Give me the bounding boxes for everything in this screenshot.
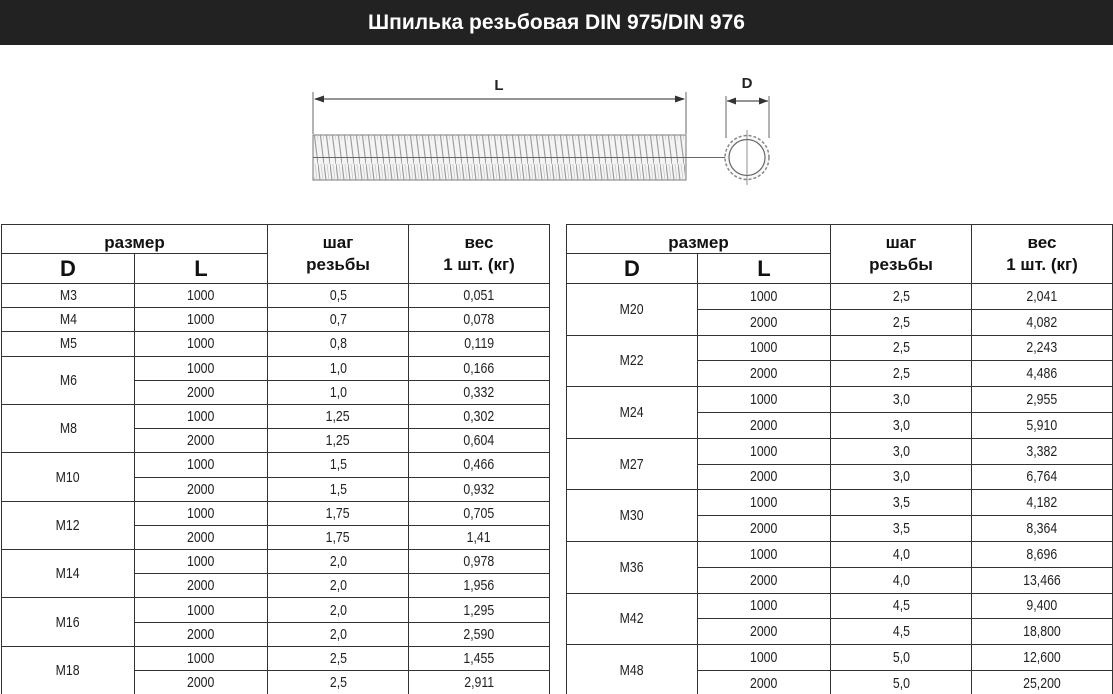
weight-cell bbox=[409, 477, 550, 501]
length-cell bbox=[698, 412, 831, 438]
diameter-cell bbox=[2, 404, 135, 452]
pitch-cell bbox=[831, 516, 972, 542]
weight-cell bbox=[409, 380, 550, 404]
weight-cell bbox=[972, 516, 1113, 542]
diameter-value: M24 bbox=[620, 403, 644, 421]
pitch-cell bbox=[831, 645, 972, 671]
table-row bbox=[2, 550, 550, 574]
pitch-value: 2,5 bbox=[329, 649, 347, 667]
weight-value: 2,243 bbox=[1026, 339, 1058, 357]
weight-value: 0,119 bbox=[464, 335, 494, 353]
diameter-value: M36 bbox=[620, 558, 644, 576]
length-value: 2000 bbox=[187, 528, 215, 546]
length-value: 2000 bbox=[750, 468, 778, 486]
pitch-header-line1: шаг bbox=[322, 233, 354, 252]
rod-body bbox=[313, 135, 730, 180]
weight-value: 25,200 bbox=[1023, 674, 1061, 692]
pitch-cell bbox=[831, 361, 972, 387]
diameter-cell bbox=[567, 335, 698, 387]
pitch-cell bbox=[831, 309, 972, 335]
weight-value: 0,705 bbox=[463, 504, 495, 522]
weight-cell bbox=[409, 356, 550, 380]
length-value: 2000 bbox=[187, 674, 215, 692]
pitch-header bbox=[268, 225, 409, 284]
diameter-cell bbox=[567, 593, 698, 645]
table-row bbox=[2, 404, 550, 428]
pitch-cell bbox=[831, 438, 972, 464]
weight-value: 4,486 bbox=[1026, 365, 1058, 383]
length-cell bbox=[698, 361, 831, 387]
table-row bbox=[567, 490, 1113, 516]
pitch-value: 1,25 bbox=[326, 432, 350, 450]
table-row bbox=[567, 541, 1113, 567]
length-value: 2000 bbox=[750, 571, 778, 589]
length-value: 1000 bbox=[750, 494, 778, 512]
weight-value: 2,590 bbox=[463, 625, 495, 643]
pitch-cell bbox=[831, 335, 972, 361]
length-cell bbox=[135, 404, 268, 428]
diameter-cell bbox=[2, 284, 135, 308]
diameter-value: M27 bbox=[620, 455, 644, 473]
pitch-cell bbox=[268, 525, 409, 549]
weight-cell bbox=[409, 622, 550, 646]
length-value: 2000 bbox=[750, 623, 778, 641]
table-row bbox=[2, 453, 550, 477]
weight-cell bbox=[972, 335, 1113, 361]
weight-value: 0,078 bbox=[463, 311, 495, 329]
weight-cell bbox=[972, 619, 1113, 645]
length-label: L bbox=[494, 77, 504, 94]
length-cell bbox=[698, 593, 831, 619]
length-value: 1000 bbox=[187, 504, 215, 522]
length-value: 1000 bbox=[750, 597, 778, 615]
weight-cell bbox=[972, 361, 1113, 387]
length-value: 1000 bbox=[187, 408, 215, 426]
weight-value: 0,051 bbox=[463, 287, 495, 305]
pitch-cell bbox=[268, 429, 409, 453]
length-value: 2000 bbox=[750, 313, 778, 331]
rod-end-view bbox=[725, 130, 769, 185]
diameter-cell bbox=[2, 453, 135, 501]
weight-cell bbox=[972, 670, 1113, 694]
pitch-value: 2,0 bbox=[329, 625, 347, 643]
pitch-value: 1,0 bbox=[329, 383, 347, 401]
size-header: размер bbox=[567, 225, 831, 254]
pitch-cell bbox=[831, 387, 972, 413]
weight-value: 4,082 bbox=[1026, 313, 1058, 331]
weight-value: 1,956 bbox=[463, 577, 495, 595]
pitch-value: 1,75 bbox=[326, 504, 350, 522]
length-value: 1000 bbox=[187, 456, 215, 474]
weight-value: 12,600 bbox=[1023, 649, 1061, 667]
diameter-cell bbox=[2, 598, 135, 646]
weight-value: 18,800 bbox=[1023, 623, 1061, 641]
length-cell bbox=[698, 309, 831, 335]
weight-cell bbox=[409, 404, 550, 428]
pitch-value: 0,7 bbox=[329, 311, 347, 329]
length-cell bbox=[135, 646, 268, 670]
pitch-value: 2,5 bbox=[329, 674, 347, 692]
weight-value: 9,400 bbox=[1026, 597, 1058, 615]
length-cell bbox=[698, 541, 831, 567]
diameter-value: M10 bbox=[56, 468, 80, 486]
weight-header bbox=[972, 225, 1113, 284]
diameter-value: M12 bbox=[56, 516, 80, 534]
length-value: 2000 bbox=[750, 674, 778, 692]
weight-value: 8,364 bbox=[1026, 520, 1058, 538]
diameter-value: M14 bbox=[56, 565, 80, 583]
table-row bbox=[567, 387, 1113, 413]
weight-cell bbox=[409, 574, 550, 598]
diameter-cell bbox=[2, 550, 135, 598]
length-value: 2000 bbox=[187, 577, 215, 595]
weight-header-line2: 1 шт. (кг) bbox=[443, 255, 515, 274]
diameter-cell bbox=[2, 332, 135, 356]
weight-cell bbox=[972, 645, 1113, 671]
pitch-value: 1,0 bbox=[329, 359, 347, 377]
length-value: 1000 bbox=[187, 649, 215, 667]
table-row bbox=[567, 645, 1113, 671]
weight-cell bbox=[972, 309, 1113, 335]
diameter-cell bbox=[2, 308, 135, 332]
pitch-value: 3,5 bbox=[892, 520, 910, 538]
weight-value: 6,764 bbox=[1026, 468, 1058, 486]
diameter-value: M48 bbox=[620, 661, 644, 679]
length-value: 1000 bbox=[187, 287, 215, 305]
length-cell bbox=[135, 525, 268, 549]
length-cell bbox=[698, 619, 831, 645]
weight-value: 0,332 bbox=[463, 383, 495, 401]
pitch-cell bbox=[268, 380, 409, 404]
pitch-cell bbox=[831, 490, 972, 516]
pitch-header bbox=[831, 225, 972, 284]
weight-cell bbox=[972, 387, 1113, 413]
diameter-value: M16 bbox=[56, 613, 80, 631]
diameter-value: M42 bbox=[620, 610, 644, 628]
weight-value: 0,604 bbox=[463, 432, 495, 450]
pitch-header-line2: резьбы bbox=[306, 255, 370, 274]
length-cell bbox=[135, 453, 268, 477]
pitch-header-line1: шаг bbox=[885, 233, 917, 252]
length-value: 2000 bbox=[187, 383, 215, 401]
length-cell bbox=[698, 284, 831, 310]
spec-table-right-body bbox=[567, 225, 1113, 694]
length-cell bbox=[698, 335, 831, 361]
length-cell bbox=[135, 356, 268, 380]
length-value: 1000 bbox=[187, 335, 215, 353]
weight-header-line2: 1 шт. (кг) bbox=[1006, 255, 1078, 274]
pitch-value: 3,0 bbox=[892, 468, 910, 486]
diameter-value: M5 bbox=[59, 335, 77, 353]
weight-cell bbox=[972, 412, 1113, 438]
length-value: 1000 bbox=[750, 287, 778, 305]
weight-cell bbox=[972, 284, 1113, 310]
pitch-value: 3,0 bbox=[892, 416, 910, 434]
pitch-value: 1,5 bbox=[329, 456, 347, 474]
pitch-cell bbox=[268, 550, 409, 574]
table-row bbox=[567, 593, 1113, 619]
length-value: 2000 bbox=[187, 480, 215, 498]
weight-value: 0,166 bbox=[463, 359, 495, 377]
length-value: 1000 bbox=[187, 311, 215, 329]
length-cell bbox=[698, 670, 831, 694]
pitch-value: 5,0 bbox=[892, 649, 910, 667]
length-value: 1000 bbox=[187, 359, 215, 377]
diameter-value: M3 bbox=[59, 287, 77, 305]
length-value: 1000 bbox=[750, 391, 778, 409]
length-value: 2000 bbox=[750, 365, 778, 383]
length-cell bbox=[135, 308, 268, 332]
weight-cell bbox=[409, 501, 550, 525]
diameter-cell bbox=[2, 501, 135, 549]
length-value: 1000 bbox=[187, 553, 215, 571]
weight-header bbox=[409, 225, 550, 284]
l-header: L bbox=[135, 254, 268, 284]
length-cell bbox=[698, 438, 831, 464]
length-cell bbox=[135, 477, 268, 501]
weight-cell bbox=[972, 438, 1113, 464]
pitch-value: 3,0 bbox=[892, 391, 910, 409]
pitch-cell bbox=[268, 453, 409, 477]
weight-cell bbox=[409, 308, 550, 332]
length-cell bbox=[698, 516, 831, 542]
length-cell bbox=[135, 332, 268, 356]
weight-cell bbox=[972, 464, 1113, 490]
diameter-cell bbox=[567, 645, 698, 694]
pitch-value: 2,5 bbox=[892, 339, 910, 357]
length-value: 2000 bbox=[750, 520, 778, 538]
table-row bbox=[2, 646, 550, 670]
pitch-cell bbox=[268, 404, 409, 428]
diameter-cell bbox=[567, 284, 698, 336]
weight-cell bbox=[409, 646, 550, 670]
diameter-cell bbox=[567, 541, 698, 593]
table-row bbox=[2, 501, 550, 525]
pitch-cell bbox=[268, 671, 409, 694]
pitch-cell bbox=[268, 477, 409, 501]
length-cell bbox=[698, 387, 831, 413]
pitch-value: 2,5 bbox=[892, 365, 910, 383]
diameter-label: D bbox=[741, 75, 753, 92]
length-cell bbox=[135, 284, 268, 308]
pitch-cell bbox=[831, 619, 972, 645]
weight-value: 8,696 bbox=[1026, 545, 1058, 563]
diameter-cell bbox=[567, 490, 698, 542]
length-cell bbox=[698, 567, 831, 593]
pitch-cell bbox=[831, 464, 972, 490]
weight-value: 3,382 bbox=[1026, 442, 1058, 460]
length-cell bbox=[135, 429, 268, 453]
length-cell bbox=[698, 645, 831, 671]
pitch-value: 2,5 bbox=[892, 287, 910, 305]
pitch-value: 4,0 bbox=[892, 571, 910, 589]
pitch-cell bbox=[268, 598, 409, 622]
pitch-cell bbox=[268, 646, 409, 670]
spec-table-right bbox=[566, 224, 1113, 694]
pitch-cell bbox=[268, 622, 409, 646]
length-cell bbox=[135, 550, 268, 574]
diameter-value: M4 bbox=[59, 311, 77, 329]
page-title: Шпилька резьбовая DIN 975/DIN 976 bbox=[0, 0, 1113, 45]
header-row bbox=[2, 225, 550, 254]
pitch-cell bbox=[831, 593, 972, 619]
pitch-cell bbox=[268, 332, 409, 356]
pitch-value: 0,8 bbox=[329, 335, 347, 353]
pitch-cell bbox=[831, 567, 972, 593]
weight-value: 0,932 bbox=[463, 480, 495, 498]
pitch-value: 1,25 bbox=[326, 408, 350, 426]
pitch-cell bbox=[268, 308, 409, 332]
pitch-value: 1,5 bbox=[329, 480, 347, 498]
spec-table-left-body bbox=[2, 225, 550, 694]
pitch-cell bbox=[268, 501, 409, 525]
table-row bbox=[2, 308, 550, 332]
length-value: 1000 bbox=[750, 649, 778, 667]
table-row bbox=[2, 356, 550, 380]
weight-value: 1,41 bbox=[467, 528, 491, 546]
weight-value: 1,295 bbox=[463, 601, 495, 619]
diameter-value: M6 bbox=[59, 371, 77, 389]
weight-value: 1,455 bbox=[463, 649, 495, 667]
pitch-value: 3,5 bbox=[892, 494, 910, 512]
weight-cell bbox=[409, 550, 550, 574]
length-value: 1000 bbox=[750, 442, 778, 460]
length-value: 2000 bbox=[187, 432, 215, 450]
size-header: размер bbox=[2, 225, 268, 254]
pitch-value: 5,0 bbox=[892, 674, 910, 692]
pitch-value: 4,0 bbox=[892, 545, 910, 563]
d-header: D bbox=[567, 254, 698, 284]
table-row bbox=[567, 335, 1113, 361]
pitch-value: 3,0 bbox=[892, 442, 910, 460]
length-cell bbox=[698, 490, 831, 516]
pitch-cell bbox=[268, 574, 409, 598]
weight-value: 0,302 bbox=[463, 408, 495, 426]
length-cell bbox=[135, 501, 268, 525]
pitch-value: 4,5 bbox=[892, 623, 910, 641]
length-value: 1000 bbox=[750, 545, 778, 563]
length-cell bbox=[135, 671, 268, 694]
pitch-value: 0,5 bbox=[329, 287, 347, 305]
weight-value: 0,978 bbox=[463, 553, 495, 571]
pitch-value: 2,5 bbox=[892, 313, 910, 331]
diameter-cell bbox=[567, 438, 698, 490]
length-value: 1000 bbox=[750, 339, 778, 357]
weight-value: 4,182 bbox=[1026, 494, 1058, 512]
weight-cell bbox=[409, 429, 550, 453]
weight-cell bbox=[409, 598, 550, 622]
pitch-cell bbox=[831, 412, 972, 438]
diameter-value: M22 bbox=[620, 352, 644, 370]
weight-cell bbox=[409, 453, 550, 477]
table-row bbox=[2, 284, 550, 308]
length-cell bbox=[698, 464, 831, 490]
weight-value: 2,041 bbox=[1026, 287, 1058, 305]
weight-value: 2,911 bbox=[464, 674, 494, 692]
l-header: L bbox=[698, 254, 831, 284]
length-cell bbox=[135, 598, 268, 622]
length-value: 1000 bbox=[187, 601, 215, 619]
weight-value: 2,955 bbox=[1026, 391, 1058, 409]
weight-cell bbox=[972, 567, 1113, 593]
pitch-cell bbox=[268, 284, 409, 308]
length-dimension bbox=[313, 77, 686, 134]
d-header: D bbox=[2, 254, 135, 284]
length-value: 2000 bbox=[187, 625, 215, 643]
length-cell bbox=[135, 622, 268, 646]
weight-header-line1: вес bbox=[464, 233, 494, 252]
weight-header-line1: вес bbox=[1027, 233, 1057, 252]
header-row bbox=[567, 225, 1113, 254]
weight-cell bbox=[409, 671, 550, 694]
pitch-value: 4,5 bbox=[892, 597, 910, 615]
diameter-value: M20 bbox=[620, 300, 644, 318]
pitch-value: 2,0 bbox=[329, 553, 347, 571]
table-row bbox=[2, 332, 550, 356]
weight-value: 13,466 bbox=[1023, 571, 1061, 589]
pitch-value: 2,0 bbox=[329, 601, 347, 619]
diameter-dimension bbox=[726, 75, 769, 138]
pitch-value: 1,75 bbox=[326, 528, 350, 546]
spec-table-left bbox=[1, 224, 550, 694]
diameter-value: M30 bbox=[620, 507, 644, 525]
pitch-header-line2: резьбы bbox=[869, 255, 933, 274]
diameter-cell bbox=[567, 387, 698, 439]
pitch-cell bbox=[831, 541, 972, 567]
weight-cell bbox=[972, 593, 1113, 619]
length-cell bbox=[135, 574, 268, 598]
table-row bbox=[567, 438, 1113, 464]
table-row bbox=[2, 598, 550, 622]
length-cell bbox=[135, 380, 268, 404]
weight-cell bbox=[409, 284, 550, 308]
pitch-cell bbox=[831, 670, 972, 694]
weight-cell bbox=[972, 541, 1113, 567]
diameter-value: M18 bbox=[56, 662, 80, 679]
threaded-rod-diagram bbox=[300, 68, 790, 193]
length-value: 2000 bbox=[750, 416, 778, 434]
diameter-cell bbox=[2, 356, 135, 404]
pitch-value: 2,0 bbox=[329, 577, 347, 595]
weight-value: 5,910 bbox=[1026, 416, 1058, 434]
pitch-cell bbox=[831, 284, 972, 310]
pitch-cell bbox=[268, 356, 409, 380]
weight-cell bbox=[972, 490, 1113, 516]
weight-cell bbox=[409, 525, 550, 549]
diameter-value: M8 bbox=[59, 420, 77, 438]
table-row bbox=[567, 284, 1113, 310]
weight-value: 0,466 bbox=[463, 456, 495, 474]
diameter-cell bbox=[2, 646, 135, 694]
weight-cell bbox=[409, 332, 550, 356]
